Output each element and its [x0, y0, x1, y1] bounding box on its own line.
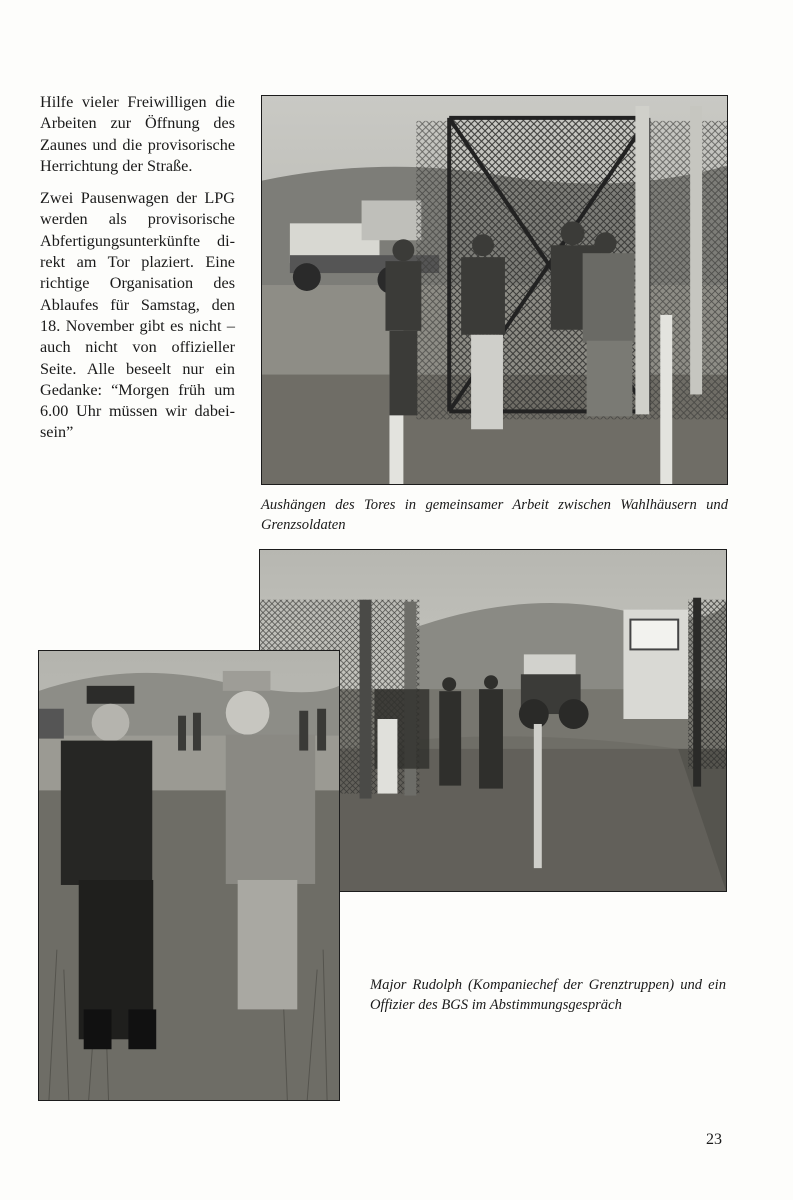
paragraph-1: Hilfe vieler Freiwilligen die Arbeiten zur Öffnung des Zaunes und die provisorische Herrichtung der Straße.: [40, 93, 235, 175]
officers-caption: Major Rudolph (Kompaniechef der Grenztruppen) und ein Offizier des BGS im Abstimmungsgespräch: [370, 977, 726, 1013]
officers-conversation-photo-image: [39, 651, 339, 1100]
gate-removal-photo: [261, 95, 728, 485]
page-number: 23: [706, 1131, 722, 1148]
gate-removal-caption: Aushängen des Tores in gemeinsamer Arbeit zwischen Wahlhäusern und Grenzsoldaten: [261, 497, 728, 533]
officers-conversation-photo: [38, 650, 340, 1101]
gate-removal-photo-image: [262, 96, 727, 484]
body-text-column: [40, 92, 235, 455]
paragraph-2: Zwei Pausenwagen der LPG werden als provisorische Abfertigungsunterkünfte direkt am Tor plaziert. Eine richtige Organisation des Ablaufes für Samstag, den 18. November gibt es nicht – auch nicht von offizieller Seite. Alle beseelt nur ein Gedanke: “Morgen früh um 6.00 Uhr müssen wir dabeisein”: [40, 189, 235, 442]
